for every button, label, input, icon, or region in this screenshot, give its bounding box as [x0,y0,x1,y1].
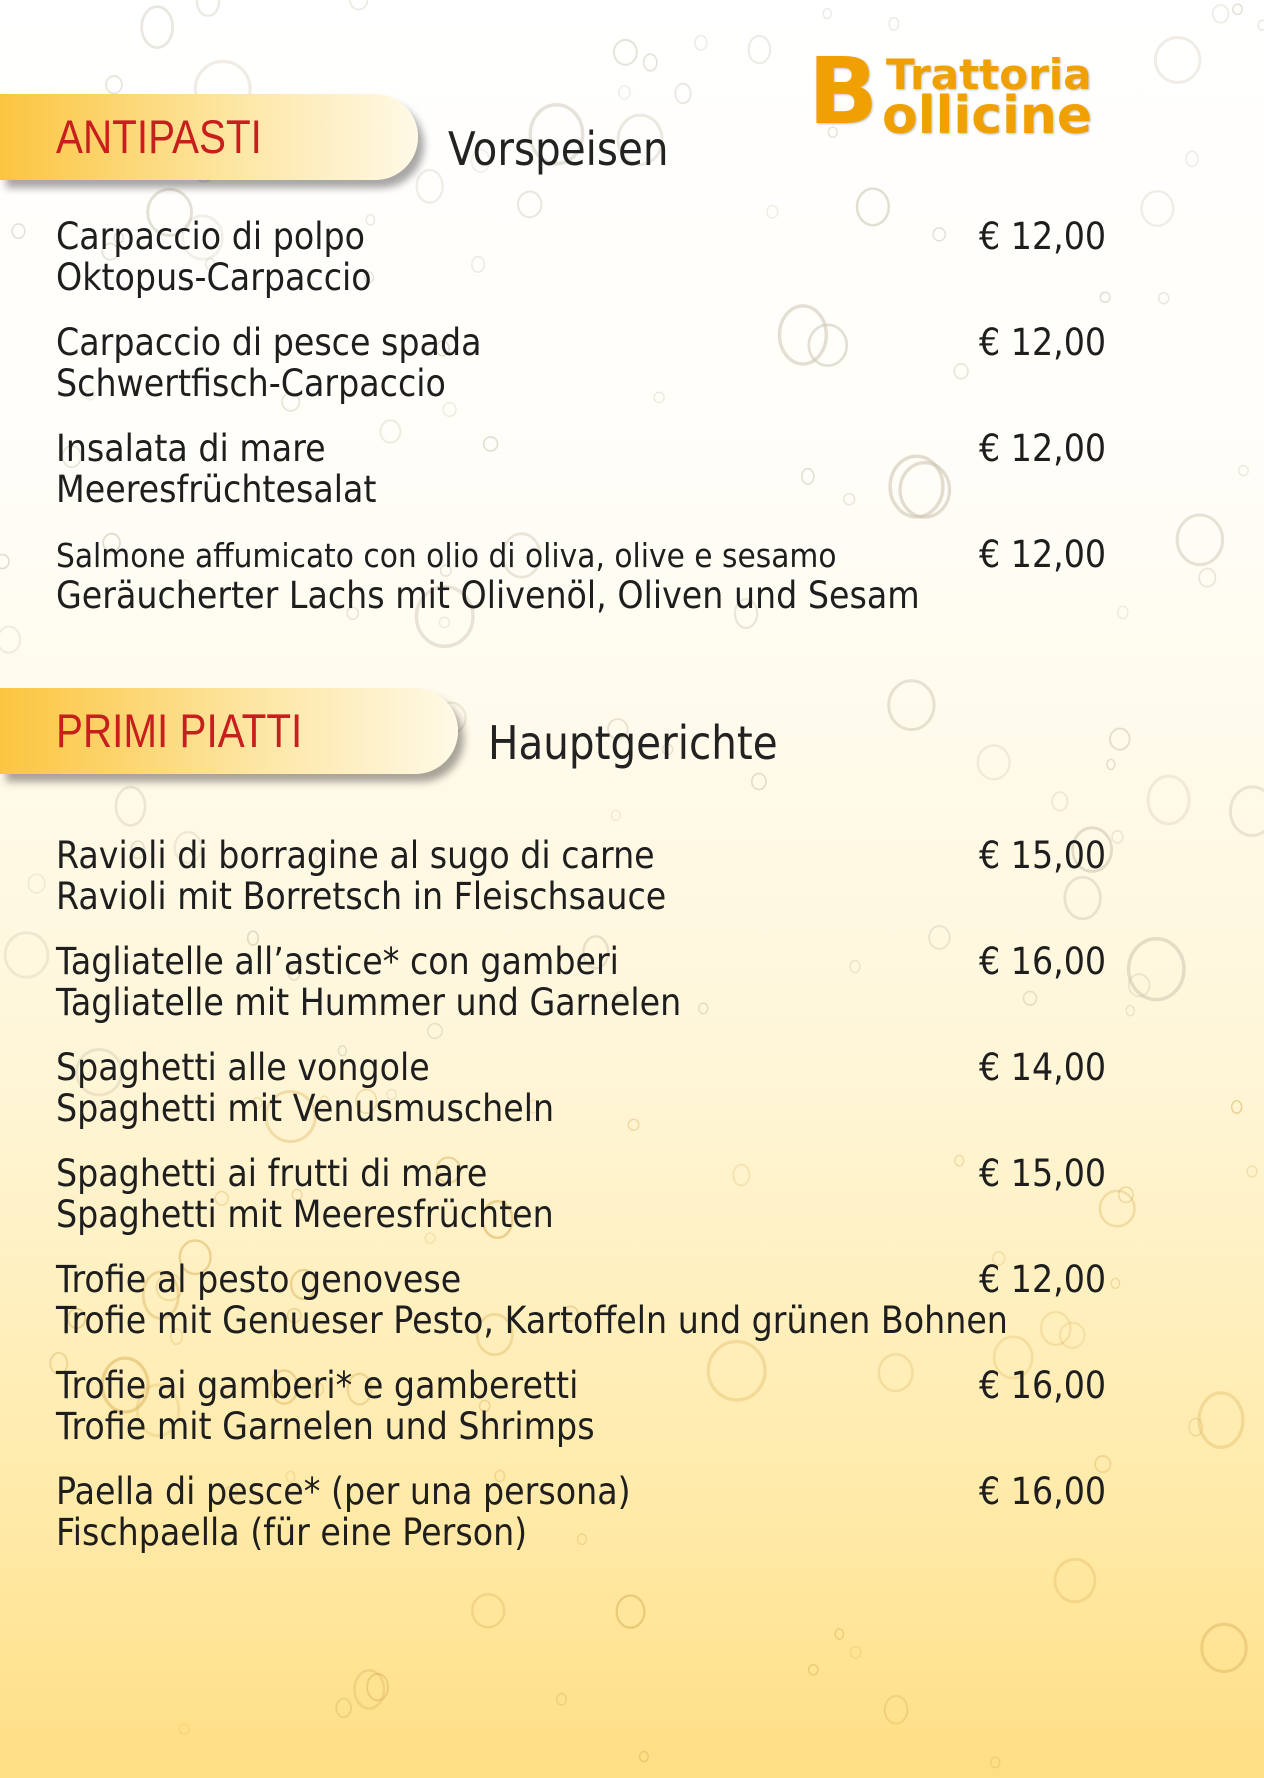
bubble [752,774,766,790]
bubble [675,84,690,104]
item-price: € 12,00 [979,321,1107,364]
bubble [1247,1166,1257,1177]
bubble [617,1596,645,1628]
bubble [978,746,1010,780]
menu-item [56,1470,1156,1563]
bubble [1110,729,1130,750]
bubble [5,933,48,978]
bubble [889,681,934,730]
item-name-german: Ravioli mit Borretsch in Fleischsauce [56,875,667,918]
item-price: € 14,00 [979,1046,1107,1089]
bubble [1177,515,1222,565]
bubble [557,1694,567,1705]
section-subtitle-vorspeisen: Vorspeisen [448,122,669,176]
bubble [823,9,831,19]
bubble [1186,151,1198,166]
item-name-german: Trofie mit Garnelen und Shrimps [56,1405,595,1448]
item-name-german: Spaghetti mit Meeresfrüchten [56,1193,554,1236]
item-price: € 12,00 [979,215,1107,258]
bubble [767,206,778,219]
bubble [619,86,630,99]
menu-item [56,1152,1156,1245]
bubble [142,7,173,48]
bubble [1202,1624,1246,1671]
bubble [885,1696,908,1723]
menu-item [56,533,1156,626]
bubble [850,1647,861,1658]
item-name-german: Spaghetti mit Venusmuscheln [56,1087,555,1130]
item-name-german: Meeresfrüchtesalat [56,468,377,511]
item-name-italian: Trofie al pesto genovese [56,1258,462,1301]
item-price: € 16,00 [979,1364,1107,1407]
item-price: € 16,00 [979,1470,1107,1513]
bubble [336,1699,351,1718]
bubble [1199,569,1215,587]
bubble [417,170,443,203]
menu-item [56,1046,1156,1139]
item-price: € 16,00 [979,940,1107,983]
bubble [1055,1559,1095,1601]
restaurant-logo [808,38,1178,146]
menu-item [56,427,1156,520]
bubble [809,1665,818,1675]
bubble [0,627,20,653]
bubble [197,0,219,16]
bubble [1230,787,1264,836]
bubble [116,787,145,825]
item-name-italian: Spaghetti alle vongole [56,1046,430,1089]
bubble [1232,1101,1242,1113]
item-name-german: Trofie mit Genueser Pesto, Kartoffeln und grünen Bohnen [56,1299,1008,1342]
item-name-italian: Tagliatelle all’astice* con gamberi [56,940,619,983]
item-name-italian: Salmone affumicato con olio di oliva, olive e sesamo [56,536,837,575]
menu-item [56,321,1156,414]
section-banner-primi-piatti [0,688,458,774]
item-name-german: Fischpaella (für eine Person) [56,1511,528,1554]
item-price: € 15,00 [979,834,1107,877]
bubble [1199,1393,1243,1447]
bubble [350,0,368,10]
bubble [1159,293,1169,304]
section-title-antipasti: ANTIPASTI [56,110,262,163]
bubble [1148,776,1189,824]
bubble [614,40,637,65]
bubble [28,874,45,893]
logo-letter-b: B [808,38,879,145]
item-price: € 15,00 [979,1152,1107,1195]
menu-item [56,940,1156,1033]
bubble [106,76,122,93]
bubble [611,810,620,820]
item-price: € 12,00 [979,533,1107,576]
bubble [518,192,541,218]
bubble [644,54,657,71]
item-name-italian: Spaghetti ai frutti di mare [56,1152,488,1195]
bubble [991,1757,1000,1767]
bubble [835,1629,843,1639]
logo-ollicine: ollicine [882,86,1093,146]
item-price: € 12,00 [979,427,1107,470]
bubble [1052,792,1067,811]
bubble [1258,20,1264,30]
item-name-german: Tagliatelle mit Hummer und Garnelen [56,981,682,1024]
item-name-italian: Insalata di mare [56,427,326,470]
item-name-italian: Carpaccio di pesce spada [56,321,482,364]
item-name-german: Schwertfisch-Carpaccio [56,362,446,405]
section-banner-antipasti [0,94,418,180]
item-name-italian: Ravioli di borragine al sugo di carne [56,834,655,877]
bubble [12,224,25,238]
bubble [1239,466,1249,476]
item-name-german: Oktopus-Carpaccio [56,256,372,299]
bubble [1213,5,1229,23]
bubble [179,1724,189,1734]
logo-trattoria: Trattoria [886,50,1092,99]
item-name-italian: Trofie ai gamberi* e gamberetti [56,1364,579,1407]
item-name-italian: Carpaccio di polpo [56,215,365,258]
item-name-german: Geräucherter Lachs mit Olivenöl, Oliven und Sesam [56,574,920,617]
menu-item [56,215,1156,308]
bubble [695,36,707,50]
section-title-primi-piatti: PRIMI PIATTI [56,704,303,757]
menu-item [56,1258,1156,1351]
item-price: € 12,00 [979,1258,1107,1301]
bubble [889,18,899,30]
menu-item [56,1364,1156,1457]
bubble [355,1670,384,1708]
section-subtitle-hauptgerichte: Hauptgerichte [488,716,778,770]
bubble [1107,759,1115,769]
bubble [0,555,9,569]
bubble [640,1752,649,1762]
menu-item [56,834,1156,927]
bubble [472,1594,504,1627]
item-name-italian: Paella di pesce* (per una persona) [56,1470,631,1513]
bubble [749,36,771,63]
bubble [1233,4,1242,14]
